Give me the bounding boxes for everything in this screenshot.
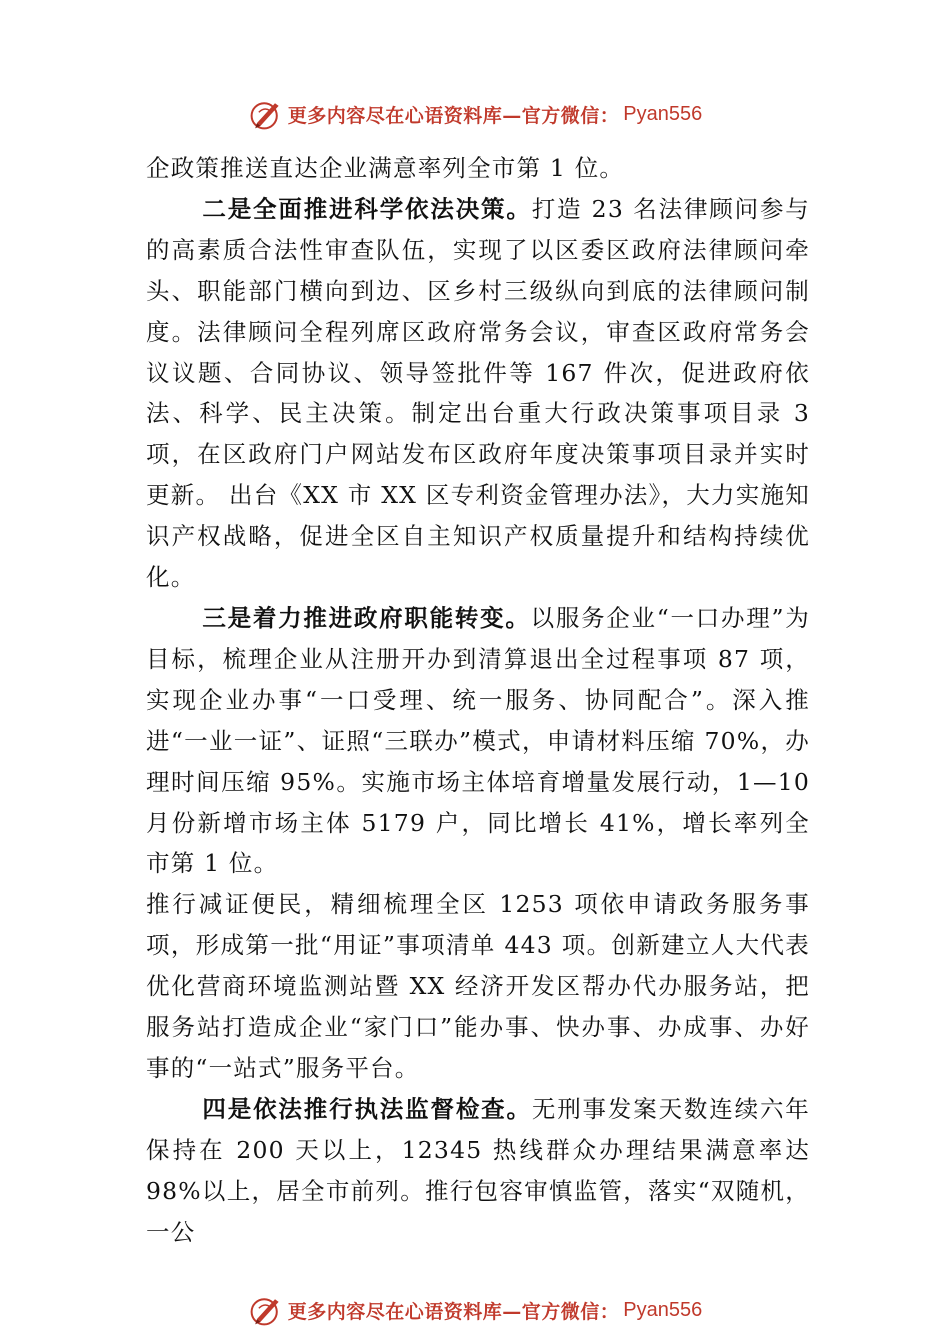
pen-logo-icon bbox=[248, 96, 284, 132]
paragraph-text: 推行减证便民，精细梳理全区 1253 项依申请政务服务事项，形成第一批“用证”事项清单 443 项。创新建立人大代表优化营商环境监测站暨 XX 经济开发区帮办代办服务站，把服务站打造成企业“家门口”能办事、快办事、办成事、办好事的“一站式”服务平台。 bbox=[146, 890, 810, 1082]
paragraph-heading: 三是着力推进政府职能转变。 bbox=[202, 603, 531, 632]
paragraph-text: 以服务企业“一口办理”为目标，梳理企业从注册开办到清算退出全过程事项 87 项，实现企业办事“一口受理、统一服务、协同配合”。深入推进“一业一证”、证照“三联办”模式，申请材料压缩 70%，办理时间压缩 95%。实施市场主体培育增量发展行动，1—10 月份新增市场主体 5179 户，同比增长 41%，增长率列全市第 1 位。 bbox=[146, 603, 810, 878]
banner-suffix: 官方微信： bbox=[521, 1300, 620, 1323]
banner-main-text: 更多内容尽在心语资料库 bbox=[287, 1300, 503, 1323]
paragraph-text: 企政策推送直达企业满意率列全市第 1 位。 bbox=[146, 154, 625, 182]
document-body bbox=[146, 148, 810, 1252]
banner-title bbox=[288, 101, 620, 128]
paragraph-decision bbox=[146, 189, 810, 598]
banner-title bbox=[288, 1297, 620, 1324]
paragraph-enforcement bbox=[146, 1089, 810, 1253]
wechat-id: Pyan556 bbox=[623, 1298, 703, 1321]
paragraph-heading: 四是依法推行执法监督检查。 bbox=[202, 1094, 532, 1123]
paragraph-continuation bbox=[146, 148, 810, 189]
banner-main-text: 更多内容尽在心语资料库 bbox=[287, 104, 503, 127]
paragraph-text: 无刑事发案天数连续六年保持在 200 天以上，12345 热线群众办理结果满意率达 98%以上，居全市前列。推行包容审慎监管，落实“双随机，一公 bbox=[146, 1094, 810, 1246]
banner-separator: — bbox=[502, 104, 522, 127]
paragraph-function-transform bbox=[146, 598, 810, 884]
paragraph-heading: 二是全面推进科学依法决策。 bbox=[202, 194, 532, 223]
banner-separator: — bbox=[502, 1300, 522, 1323]
footer-banner bbox=[0, 1290, 950, 1330]
paragraph-certificate-reduction bbox=[146, 884, 810, 1089]
paragraph-text: 打造 23 名法律顾问参与的高素质合法性审查队伍，实现了以区委区政府法律顾问牵头、职能部门横向到边、区乡村三级纵向到底的法律顾问制度。法律顾问全程列席区政府常务会议，审查区政府常务会议议题、合同协议、领导签批件等 167 件次，促进政府依法、科学、民主决策。制定出台重大行政决策事项目录 3 项，在区政府门户网站发布区政府年度决策事项目录并实时更新。 出台《XX 市 XX 区专利资金管理办法》，大力实施知识产权战略，促进全区自主知识产权质量提升和结构持续优化。 bbox=[146, 194, 810, 592]
wechat-id: Pyan556 bbox=[623, 102, 703, 125]
banner-suffix: 官方微信： bbox=[521, 104, 620, 127]
pen-logo-icon bbox=[248, 1292, 284, 1328]
header-banner bbox=[0, 94, 950, 134]
